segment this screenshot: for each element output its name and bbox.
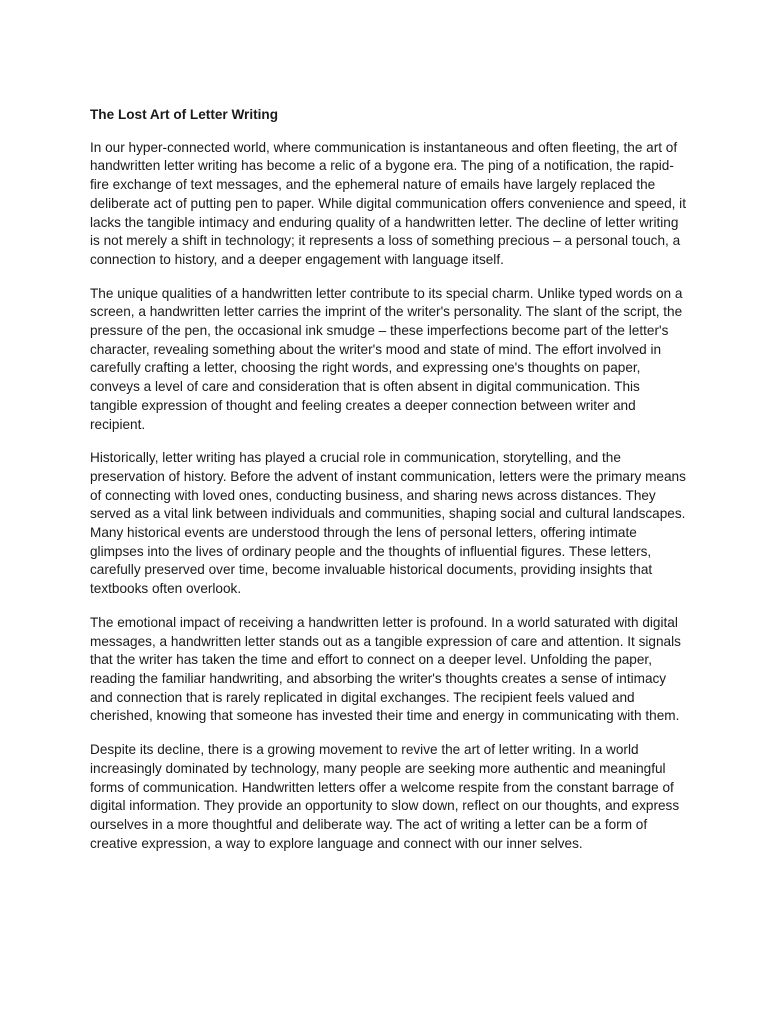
paragraph-4: The emotional impact of receiving a handwritten letter is profound. In a world saturated with digital messages, a handwritten letter stands out as a tangible expression of care and attention. It signals that the writer has taken the time and effort to connect on a deeper level. Unfolding the paper, reading the familiar handwriting, and absorbing the writer's thoughts creates a sense of intimacy and connection that is rarely replicated in digital exchanges. The recipient feels valued and cherished, knowing that someone has invested their time and energy in communicating with them. (90, 614, 681, 724)
paragraph-3: Historically, letter writing has played a crucial role in communication, storytelling, and the preservation of history. Before the advent of instant communication, letters were the primary means of connecting with loved ones, conducting business, and sharing news across distances. They served as a vital link between individuals and communities, shaping social and cultural landscapes. Many historical events are understood through the lens of personal letters, offering intimate glimpses into the lives of ordinary people and the thoughts of influential figures. These letters, carefully preserved over time, become invaluable historical documents, providing insights that textbooks often overlook. (90, 450, 686, 597)
paragraph-5: Despite its decline, there is a growing movement to revive the art of letter writing. In a world increasingly dominated by technology, many people are seeking more authentic and meaningful forms of communication. Handwritten letters offer a welcome respite from the constant barrage of digital information. They provide an opportunity to slow down, reflect on our thoughts, and express ourselves in a more thoughtful and deliberate way. The act of writing a letter can be a form of creative expression, a way to explore language and connect with our inner selves. (90, 742, 680, 851)
document-page (90, 106, 690, 868)
document-title: The Lost Art of Letter Writing (90, 107, 279, 122)
paragraph-1: In our hyper-connected world, where communication is instantaneous and often fleeting, the art of handwritten letter writing has become a relic of a bygone era. The ping of a notification, the rapid-fire exchange of text messages, and the ephemeral nature of emails have largely replaced the deliberate act of putting pen to paper. While digital communication offers convenience and speed, it lacks the tangible intimacy and enduring quality of a handwritten letter. The decline of letter writing is not merely a shift in technology; it represents a loss of something precious – a personal touch, a connection to history, and a deeper engagement with language itself. (90, 139, 686, 267)
paragraph-2: The unique qualities of a handwritten letter contribute to its special charm. Unlike typed words on a screen, a handwritten letter carries the imprint of the writer's personality. The slant of the script, the pressure of the pen, the occasional ink smudge – these imperfections become part of the letter's character, revealing something about the writer's mood and state of mind. The effort involved in carefully crafting a letter, choosing the right words, and expressing one's thoughts on paper, conveys a level of care and consideration that is often absent in digital communication. This tangible expression of thought and feeling creates a deeper connection between writer and recipient. (90, 285, 683, 432)
